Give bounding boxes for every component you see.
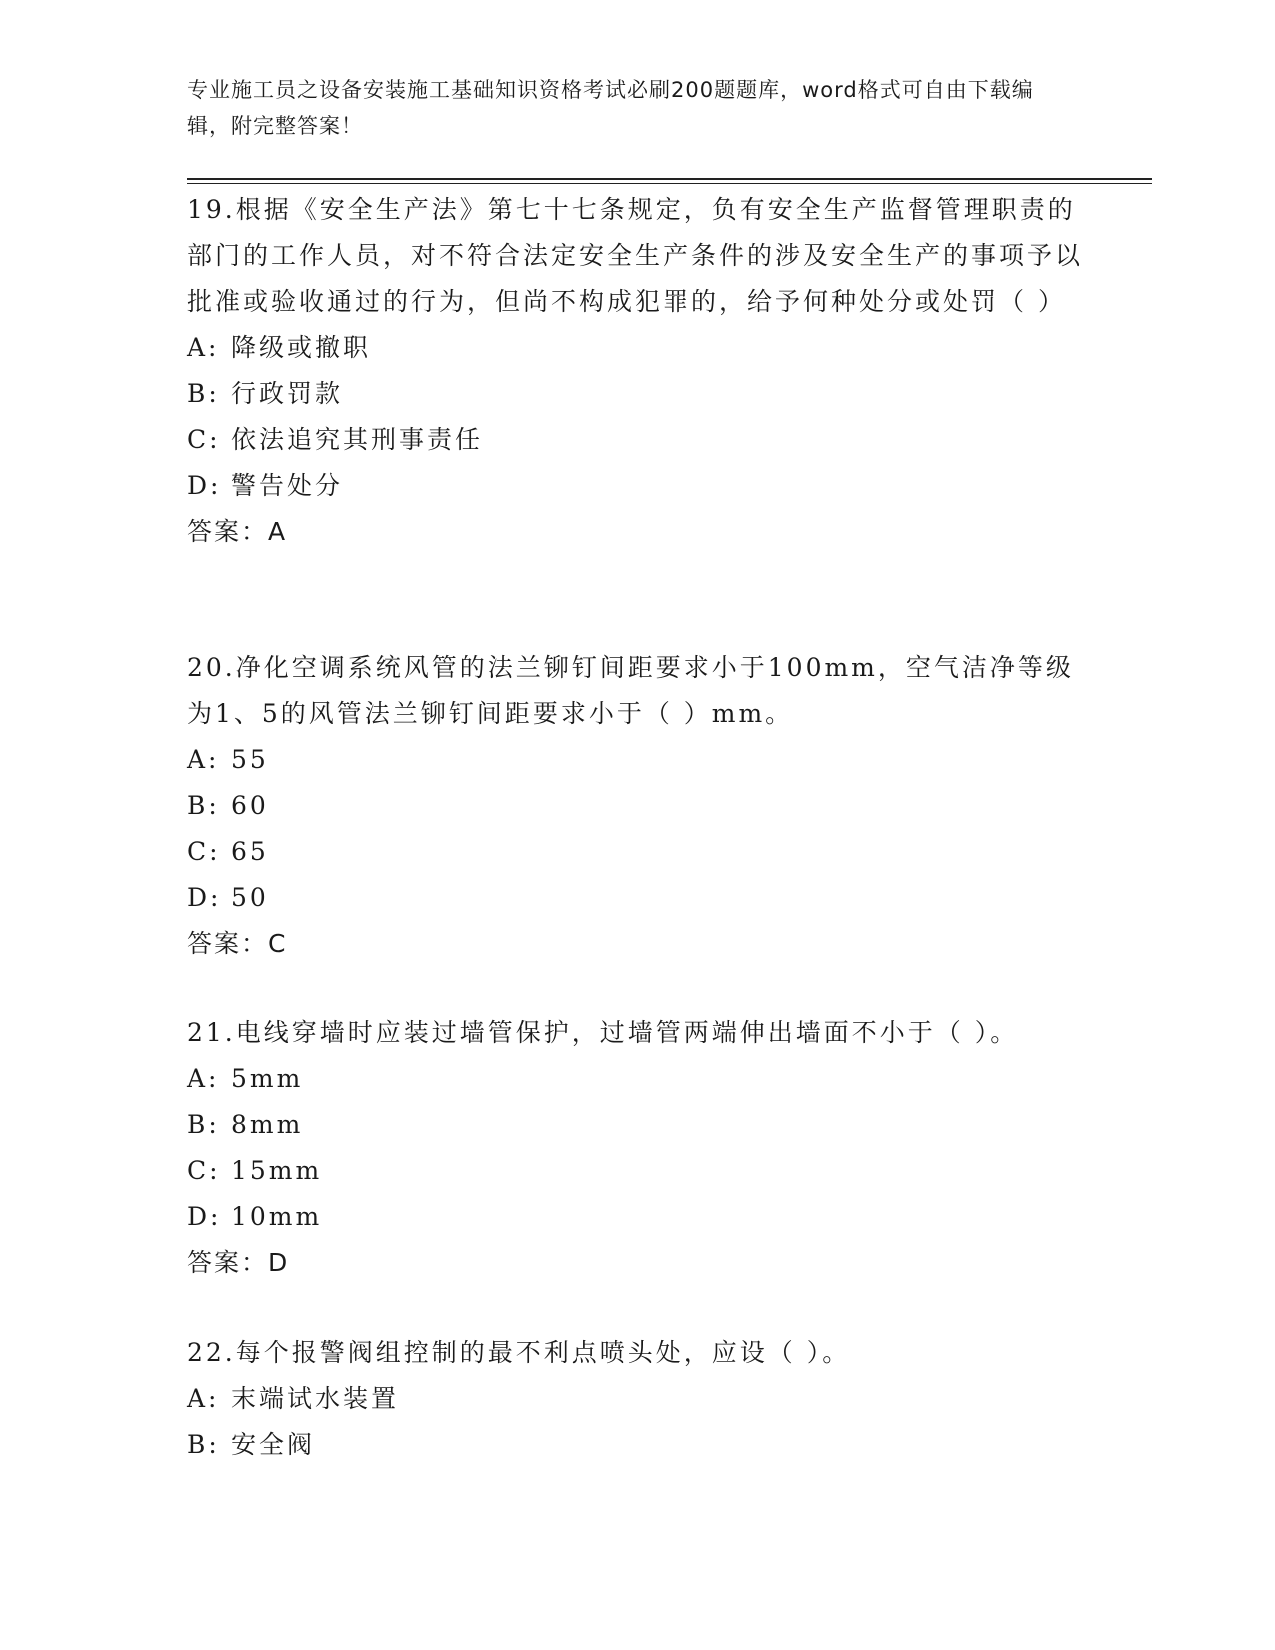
option-a: [187, 1376, 1087, 1422]
option-text: 5mm: [231, 1064, 304, 1093]
header-rule-thick: [187, 178, 1152, 180]
option-c: [187, 417, 1087, 463]
option-b: [187, 371, 1087, 417]
option-letter: C:: [187, 425, 221, 454]
option-text: 末端试水装置: [231, 1384, 400, 1413]
option-d: [187, 1194, 1087, 1240]
answer-line: 答案：C: [187, 929, 288, 958]
question-21: [187, 1010, 1087, 1286]
option-a: [187, 737, 1087, 783]
option-d: [187, 875, 1087, 921]
option-a: [187, 1056, 1087, 1102]
option-letter: D:: [187, 1202, 222, 1231]
option-text: 警告处分: [231, 471, 344, 500]
question-20: [187, 645, 1087, 967]
question-stem: 19.根据《安全生产法》第七十七条规定，负有安全生产监督管理职责的部门的工作人员，对不符合法定安全生产条件的涉及安全生产的事项予以批准或验收通过的行为，但尚不构成犯罪的，给予何种处分或处罚（ ）: [187, 195, 1084, 316]
option-letter: A:: [187, 1384, 220, 1413]
option-b: [187, 783, 1087, 829]
question-stem: 20.净化空调系统风管的法兰铆钉间距要求小于100mm，空气洁净等级为1、5的风管法兰铆钉间距要求小于（ ）mm。: [187, 653, 1074, 728]
option-text: 安全阀: [231, 1430, 316, 1459]
option-c: [187, 829, 1087, 875]
option-letter: B:: [187, 791, 220, 820]
option-letter: B:: [187, 379, 220, 408]
document-header: 专业施工员之设备安装施工基础知识资格考试必刷200题题库，word格式可自由下载编辑，附完整答案！: [187, 78, 1034, 138]
option-letter: D:: [187, 883, 222, 912]
option-text: 15mm: [231, 1156, 323, 1185]
option-b: [187, 1422, 1087, 1468]
option-letter: B:: [187, 1110, 220, 1139]
question-19: [187, 187, 1087, 555]
header-rule-thin: [187, 183, 1152, 184]
option-text: 60: [231, 791, 269, 820]
question-stem: 21.电线穿墙时应装过墙管保护，过墙管两端伸出墙面不小于（ ）。: [187, 1018, 1019, 1047]
option-letter: D:: [187, 471, 222, 500]
answer-line: 答案：A: [187, 517, 288, 546]
option-text: 50: [231, 883, 269, 912]
option-letter: C:: [187, 1156, 221, 1185]
option-letter: B:: [187, 1430, 220, 1459]
option-letter: A:: [187, 333, 220, 362]
option-a: [187, 325, 1087, 371]
option-text: 55: [231, 745, 269, 774]
option-letter: C:: [187, 837, 221, 866]
option-letter: A:: [187, 1064, 220, 1093]
option-text: 降级或撤职: [231, 333, 372, 362]
option-d: [187, 463, 1087, 509]
option-b: [187, 1102, 1087, 1148]
option-text: 8mm: [231, 1110, 304, 1139]
option-text: 行政罚款: [231, 379, 344, 408]
question-22: [187, 1330, 1087, 1468]
option-text: 10mm: [231, 1202, 323, 1231]
option-text: 65: [231, 837, 269, 866]
option-letter: A:: [187, 745, 220, 774]
option-text: 依法追究其刑事责任: [231, 425, 484, 454]
option-c: [187, 1148, 1087, 1194]
question-stem: 22.每个报警阀组控制的最不利点喷头处，应设（ ）。: [187, 1338, 851, 1367]
answer-line: 答案：D: [187, 1248, 290, 1277]
